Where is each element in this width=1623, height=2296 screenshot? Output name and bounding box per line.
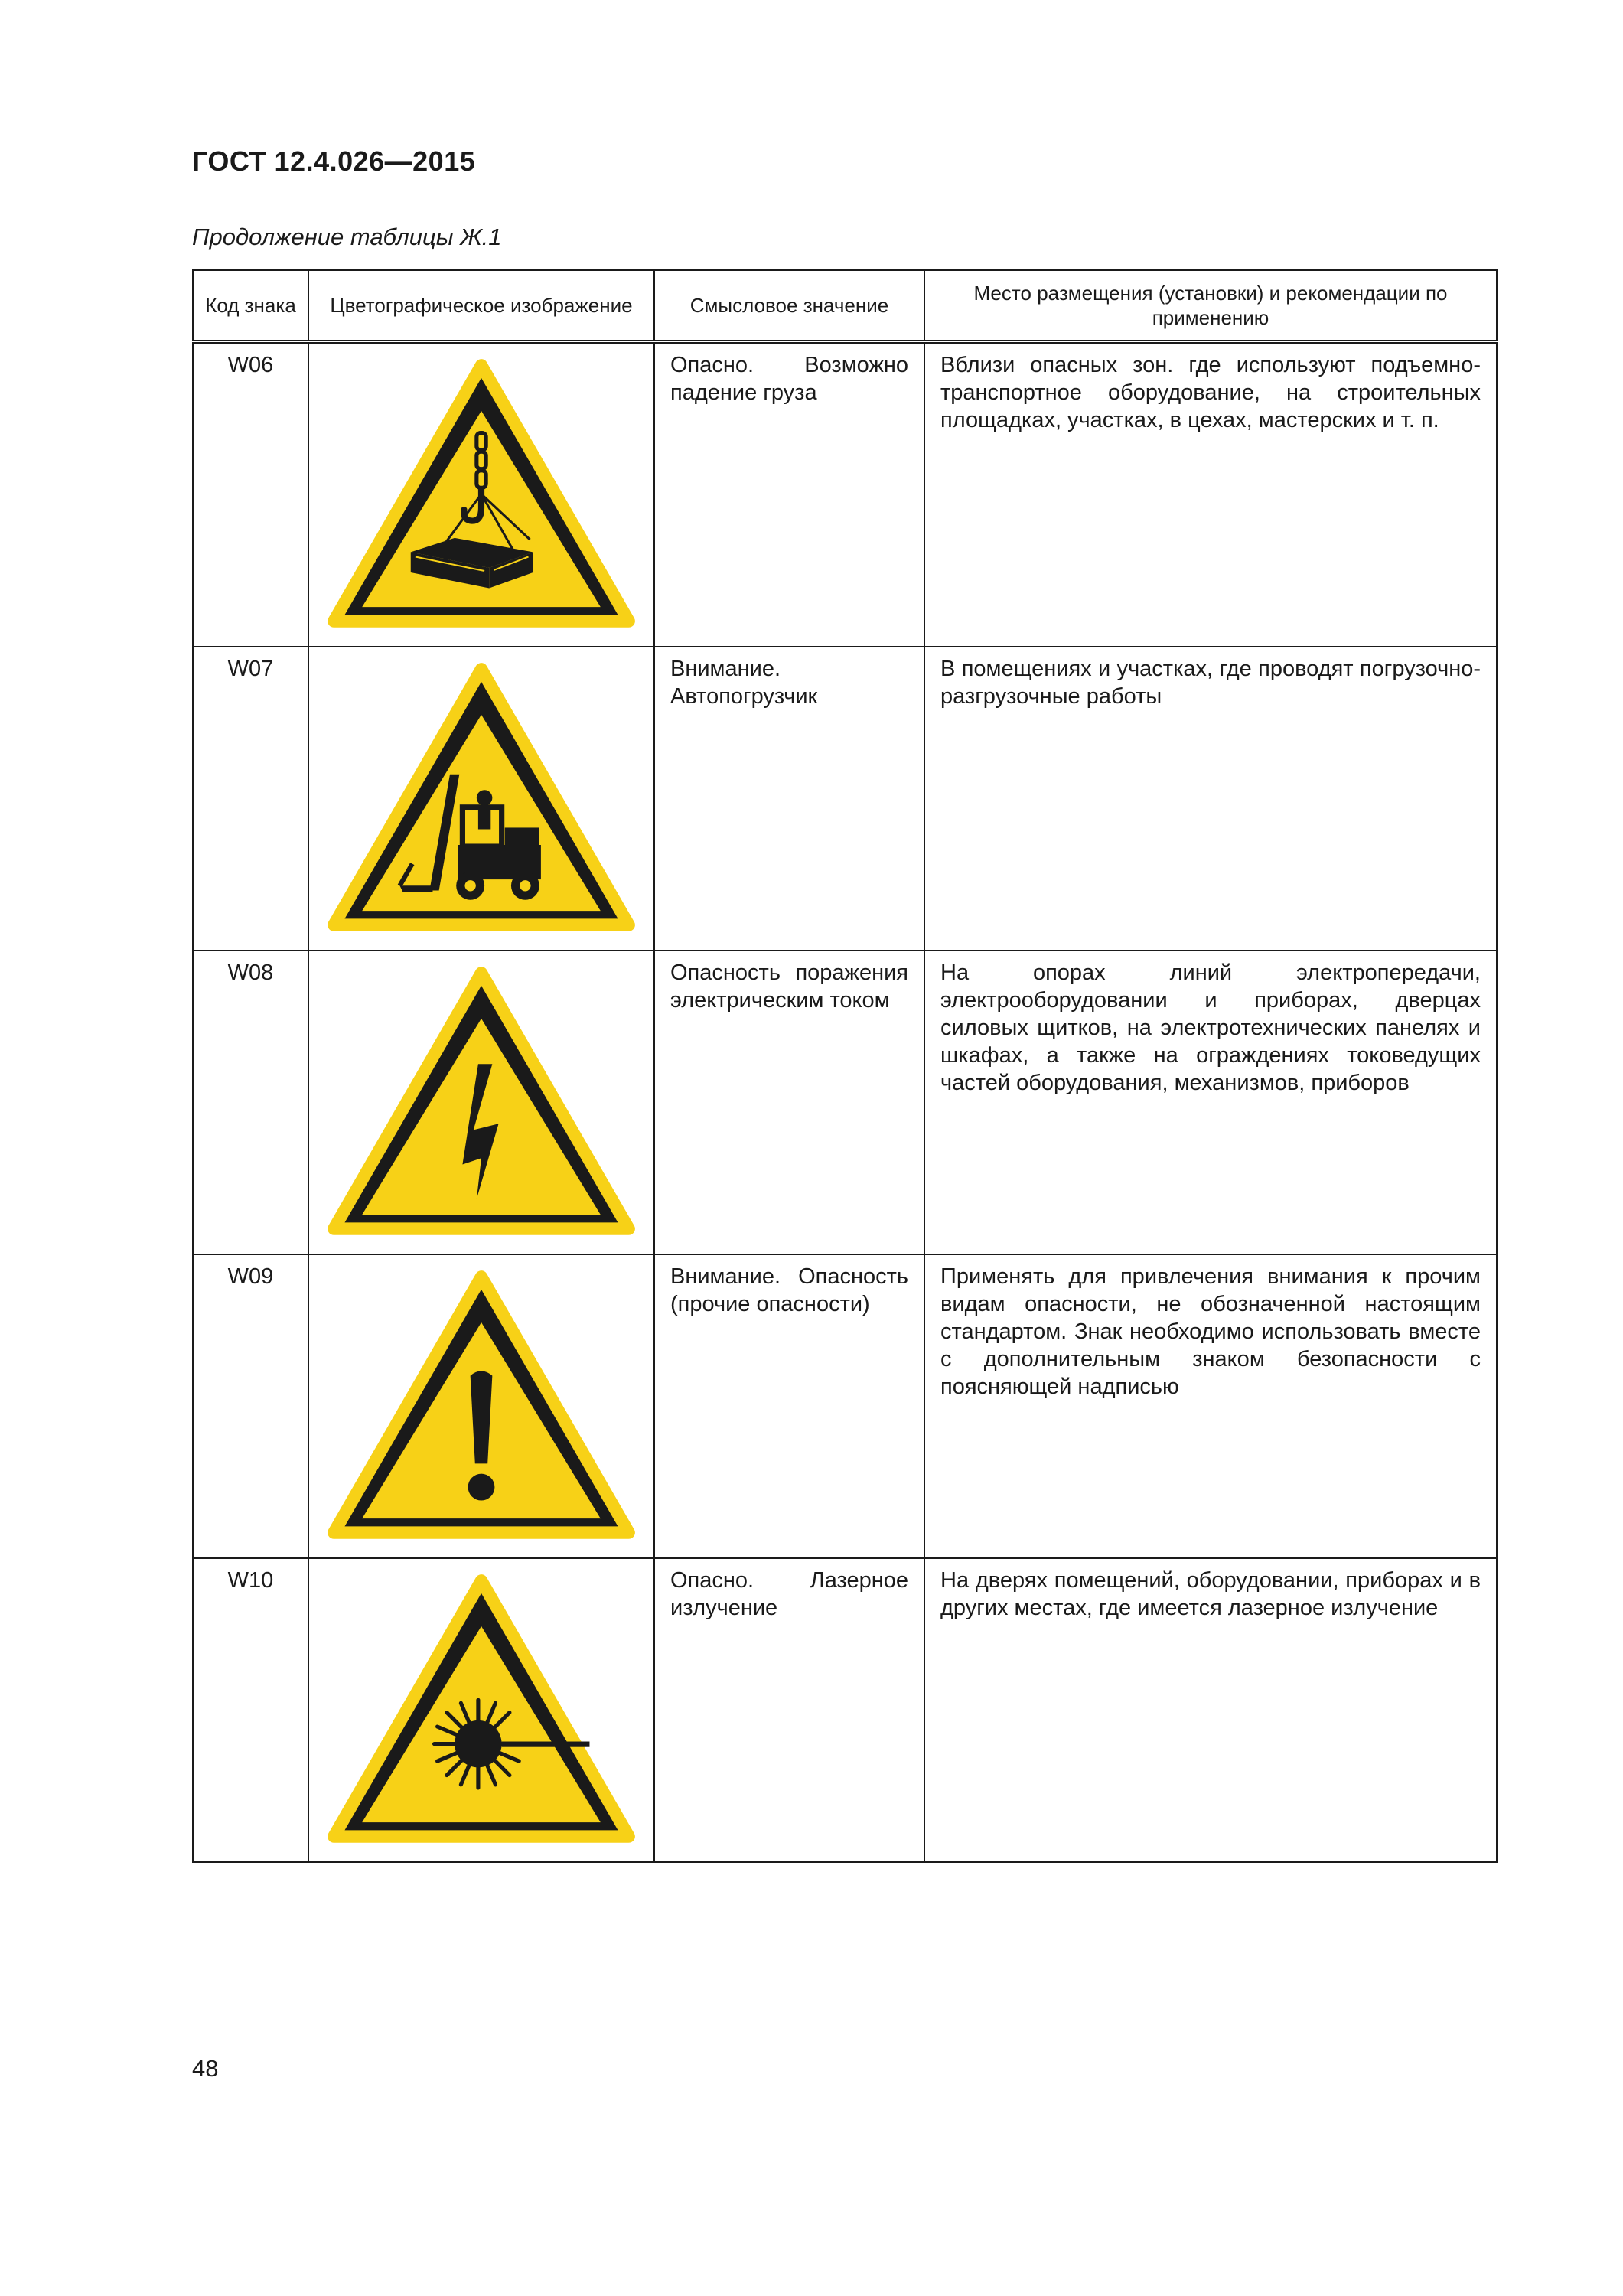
sign-placement: Применять для привлечения внимания к прочим видам опасности, не обозначенной настоящим стандартом. Знак необходимо использовать вместе с дополнительным знаком безопасности с поясняющей надписью	[924, 1254, 1497, 1558]
forklift-warning-icon	[324, 658, 638, 938]
sign-placement: На опорах линий электропередачи, электрооборудовании и приборах, дверцах силовых щитков, на электротехнических панелях и шкафах, а также на ограждениях токоведущих частей оборудования, механизмов, приборов	[924, 951, 1497, 1254]
document-title: ГОСТ 12.4.026—2015	[192, 145, 476, 177]
table-row	[193, 1558, 1497, 1862]
laser-radiation-warning-icon	[324, 1570, 638, 1849]
header-code: Код знака	[193, 270, 308, 342]
header-place: Место размещения (установки) и рекомендации по применению	[924, 270, 1497, 342]
table-row	[193, 342, 1497, 647]
sign-code: W10	[193, 1558, 308, 1862]
sign-image-cell	[308, 342, 654, 647]
sign-meaning: Опасно. Возможно падение груза	[654, 342, 924, 647]
sign-image-cell	[308, 951, 654, 1254]
table-row	[193, 951, 1497, 1254]
safety-signs-table	[192, 269, 1498, 1863]
header-image: Цветографическое изображение	[308, 270, 654, 342]
sign-image-cell	[308, 1558, 654, 1862]
table-row	[193, 647, 1497, 951]
sign-code: W06	[193, 342, 308, 647]
electric-shock-warning-icon	[324, 962, 638, 1241]
sign-code: W08	[193, 951, 308, 1254]
falling-load-warning-icon	[324, 354, 638, 634]
sign-code: W09	[193, 1254, 308, 1558]
sign-meaning: Опасно. Лазерное излучение	[654, 1558, 924, 1862]
sign-placement: На дверях помещений, оборудовании, приборах и в других местах, где имеется лазерное излучение	[924, 1558, 1497, 1862]
sign-meaning: Внимание. Автопогрузчик	[654, 647, 924, 951]
table-row	[193, 1254, 1497, 1558]
header-meaning: Смысловое значение	[654, 270, 924, 342]
sign-image-cell	[308, 1254, 654, 1558]
sign-placement: Вблизи опасных зон. где используют подъемно-транспортное оборудование, на строительных площадках, участках, в цехах, мастерских и т. п.	[924, 342, 1497, 647]
page-number: 48	[192, 2055, 219, 2082]
sign-placement: В помещениях и участках, где проводят погрузочно-разгрузочные работы	[924, 647, 1497, 951]
sign-image-cell	[308, 647, 654, 951]
table-header-row	[193, 270, 1497, 342]
sign-code: W07	[193, 647, 308, 951]
general-danger-warning-icon	[324, 1266, 638, 1545]
sign-meaning: Опасность поражения электрическим током	[654, 951, 924, 1254]
sign-meaning: Внимание. Опасность (прочие опасности)	[654, 1254, 924, 1558]
table-caption: Продолжение таблицы Ж.1	[192, 223, 502, 250]
